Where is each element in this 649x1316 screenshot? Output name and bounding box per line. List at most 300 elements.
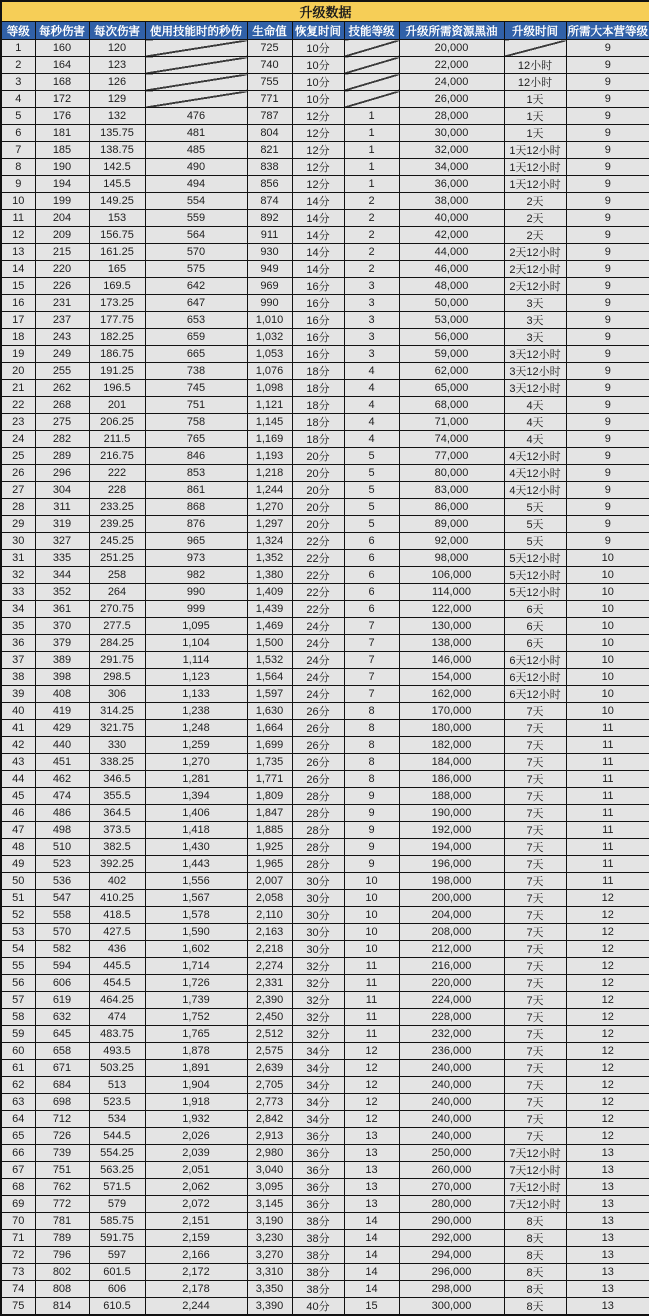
table-cell: 3天	[504, 312, 566, 329]
table-cell: 802	[35, 1264, 89, 1281]
table-cell: 196,000	[399, 856, 504, 873]
column-header: 技能等级	[344, 22, 399, 40]
table-title: 升级数据	[1, 1, 649, 22]
table-cell: 68	[1, 1179, 35, 1196]
table-cell: 232,000	[399, 1026, 504, 1043]
table-row	[1, 142, 649, 159]
table-cell: 36分	[292, 1179, 344, 1196]
table-cell: 781	[35, 1213, 89, 1230]
table-cell: 71	[1, 1230, 35, 1247]
table-row	[1, 482, 649, 499]
table-cell: 24分	[292, 635, 344, 652]
table-cell: 653	[145, 312, 247, 329]
table-cell: 2,913	[247, 1128, 292, 1145]
table-cell: 240,000	[399, 1111, 504, 1128]
table-cell: 34分	[292, 1111, 344, 1128]
table-cell: 11	[566, 839, 649, 856]
table-cell: 161.25	[89, 244, 145, 261]
table-cell: 20分	[292, 482, 344, 499]
table-cell: 3,270	[247, 1247, 292, 1264]
table-cell: 12	[344, 1043, 399, 1060]
table-cell: 1,394	[145, 788, 247, 805]
table-cell: 34	[1, 601, 35, 618]
table-cell: 180,000	[399, 720, 504, 737]
table-cell: 6天12小时	[504, 686, 566, 703]
table-row	[1, 1009, 649, 1026]
table-row	[1, 941, 649, 958]
table-row	[1, 992, 649, 1009]
table-cell: 7天	[504, 754, 566, 771]
table-cell: 7	[344, 635, 399, 652]
table-cell: 1,104	[145, 635, 247, 652]
table-cell: 1,418	[145, 822, 247, 839]
table-cell: 196.5	[89, 380, 145, 397]
table-cell: 12	[344, 1060, 399, 1077]
table-cell: 2,274	[247, 958, 292, 975]
table-cell: 3	[344, 278, 399, 295]
table-cell: 38	[1, 669, 35, 686]
table-cell: 15	[344, 1298, 399, 1316]
table-cell: 8天	[504, 1247, 566, 1264]
table-cell: 591.75	[89, 1230, 145, 1247]
table-cell: 861	[145, 482, 247, 499]
table-cell: 22分	[292, 601, 344, 618]
table-cell: 192,000	[399, 822, 504, 839]
table-cell: 9	[566, 57, 649, 74]
table-cell: 429	[35, 720, 89, 737]
table-cell: 2,450	[247, 1009, 292, 1026]
table-cell: 11	[344, 992, 399, 1009]
table-cell: 28分	[292, 856, 344, 873]
table-cell: 5	[344, 499, 399, 516]
table-cell: 483.75	[89, 1026, 145, 1043]
table-cell: 7天	[504, 1077, 566, 1094]
table-cell: 10	[344, 941, 399, 958]
table-cell: 10	[566, 550, 649, 567]
table-cell: 3	[344, 346, 399, 363]
table-cell: 222	[89, 465, 145, 482]
table-row	[1, 346, 649, 363]
table-cell: 41	[1, 720, 35, 737]
table-cell: 60	[1, 1043, 35, 1060]
table-cell: 260,000	[399, 1162, 504, 1179]
table-cell: 56,000	[399, 329, 504, 346]
table-row	[1, 499, 649, 516]
table-cell: 24分	[292, 686, 344, 703]
table-cell: 32分	[292, 992, 344, 1009]
table-cell: 868	[145, 499, 247, 516]
table-cell: 185	[35, 142, 89, 159]
table-cell: 194,000	[399, 839, 504, 856]
table-cell: 3天12小时	[504, 346, 566, 363]
table-cell: 7	[344, 652, 399, 669]
table-row	[1, 1298, 649, 1316]
table-cell: 969	[247, 278, 292, 295]
table-cell: 1,439	[247, 601, 292, 618]
table-row	[1, 1247, 649, 1264]
table-cell: 165	[89, 261, 145, 278]
table-cell: 296	[35, 465, 89, 482]
table-cell: 190	[35, 159, 89, 176]
table-cell: 6天	[504, 618, 566, 635]
table-cell: 38分	[292, 1213, 344, 1230]
table-cell: 30,000	[399, 125, 504, 142]
table-cell: 36分	[292, 1128, 344, 1145]
table-cell: 2,244	[145, 1298, 247, 1316]
table-cell: 10分	[292, 91, 344, 108]
table-cell: 808	[35, 1281, 89, 1298]
table-cell: 7天	[504, 720, 566, 737]
table-cell: 2,151	[145, 1213, 247, 1230]
table-cell: 16分	[292, 295, 344, 312]
table-cell: 184,000	[399, 754, 504, 771]
table-cell: 18分	[292, 380, 344, 397]
table-cell: 28分	[292, 839, 344, 856]
table-cell: 6	[344, 601, 399, 618]
table-cell: 1,218	[247, 465, 292, 482]
table-cell: 74	[1, 1281, 35, 1298]
table-cell: 7天	[504, 907, 566, 924]
table-cell: 2,110	[247, 907, 292, 924]
table-cell: 30分	[292, 873, 344, 890]
table-cell: 4	[344, 380, 399, 397]
table-cell: 1,735	[247, 754, 292, 771]
table-row	[1, 465, 649, 482]
table-cell: 1,578	[145, 907, 247, 924]
table-cell: 12分	[292, 108, 344, 125]
table-cell: 7天	[504, 958, 566, 975]
table-cell: 9	[566, 380, 649, 397]
na-diagonal-cell	[145, 40, 247, 57]
table-cell: 892	[247, 210, 292, 227]
table-cell: 554.25	[89, 1145, 145, 1162]
table-row	[1, 873, 649, 890]
table-cell: 13	[566, 1298, 649, 1316]
table-cell: 436	[89, 941, 145, 958]
table-cell: 990	[145, 584, 247, 601]
table-cell: 64	[1, 1111, 35, 1128]
table-cell: 10分	[292, 74, 344, 91]
table-cell: 1天12小时	[504, 159, 566, 176]
table-cell: 176	[35, 108, 89, 125]
table-cell: 814	[35, 1298, 89, 1316]
table-cell: 610.5	[89, 1298, 145, 1316]
table-cell: 170,000	[399, 703, 504, 720]
table-cell: 982	[145, 567, 247, 584]
table-cell: 46,000	[399, 261, 504, 278]
table-cell: 40	[1, 703, 35, 720]
table-cell: 1,597	[247, 686, 292, 703]
table-cell: 2,172	[145, 1264, 247, 1281]
table-cell: 451	[35, 754, 89, 771]
table-row	[1, 1213, 649, 1230]
table-cell: 765	[145, 431, 247, 448]
table-cell: 601.5	[89, 1264, 145, 1281]
table-cell: 1,739	[145, 992, 247, 1009]
table-cell: 30分	[292, 924, 344, 941]
table-cell: 62,000	[399, 363, 504, 380]
table-cell: 2天12小时	[504, 278, 566, 295]
table-cell: 7天	[504, 1009, 566, 1026]
table-cell: 20	[1, 363, 35, 380]
table-cell: 1,918	[145, 1094, 247, 1111]
table-cell: 231	[35, 295, 89, 312]
table-cell: 12	[566, 941, 649, 958]
table-cell: 12	[566, 1026, 649, 1043]
table-cell: 1,878	[145, 1043, 247, 1060]
table-cell: 44,000	[399, 244, 504, 261]
table-cell: 268	[35, 397, 89, 414]
table-cell: 16分	[292, 346, 344, 363]
table-cell: 398	[35, 669, 89, 686]
table-cell: 162,000	[399, 686, 504, 703]
table-cell: 740	[247, 57, 292, 74]
table-row	[1, 227, 649, 244]
table-cell: 564	[145, 227, 247, 244]
table-cell: 408	[35, 686, 89, 703]
table-cell: 9	[566, 74, 649, 91]
table-cell: 3	[344, 312, 399, 329]
table-cell: 135.75	[89, 125, 145, 142]
table-cell: 16	[1, 295, 35, 312]
table-cell: 772	[35, 1196, 89, 1213]
table-cell: 290,000	[399, 1213, 504, 1230]
table-cell: 52	[1, 907, 35, 924]
table-cell: 1,169	[247, 431, 292, 448]
table-cell: 6天	[504, 601, 566, 618]
table-cell: 12分	[292, 125, 344, 142]
table-row	[1, 91, 649, 108]
table-cell: 1	[344, 142, 399, 159]
table-cell: 169.5	[89, 278, 145, 295]
table-cell: 493.5	[89, 1043, 145, 1060]
table-cell: 7天	[504, 839, 566, 856]
table-cell: 481	[145, 125, 247, 142]
table-cell: 582	[35, 941, 89, 958]
table-row	[1, 618, 649, 635]
table-cell: 454.5	[89, 975, 145, 992]
table-cell: 575	[145, 261, 247, 278]
table-cell: 2	[1, 57, 35, 74]
table-cell: 89,000	[399, 516, 504, 533]
table-cell: 16分	[292, 312, 344, 329]
table-cell: 1,010	[247, 312, 292, 329]
table-cell: 1,556	[145, 873, 247, 890]
table-cell: 1,847	[247, 805, 292, 822]
table-cell: 67	[1, 1162, 35, 1179]
table-cell: 6	[344, 584, 399, 601]
table-cell: 14	[344, 1247, 399, 1264]
table-cell: 594	[35, 958, 89, 975]
table-cell: 173.25	[89, 295, 145, 312]
table-cell: 21	[1, 380, 35, 397]
table-row	[1, 210, 649, 227]
table-cell: 13	[566, 1179, 649, 1196]
table-cell: 738	[145, 363, 247, 380]
table-row	[1, 159, 649, 176]
table-cell: 2	[344, 261, 399, 278]
table-cell: 2,331	[247, 975, 292, 992]
table-cell: 7	[344, 618, 399, 635]
table-cell: 9	[566, 533, 649, 550]
table-cell: 647	[145, 295, 247, 312]
table-cell: 20,000	[399, 40, 504, 57]
table-cell: 37	[1, 652, 35, 669]
table-cell: 71,000	[399, 414, 504, 431]
table-cell: 18分	[292, 363, 344, 380]
table-cell: 132	[89, 108, 145, 125]
table-cell: 3,095	[247, 1179, 292, 1196]
table-cell: 24分	[292, 652, 344, 669]
table-cell: 6天12小时	[504, 669, 566, 686]
table-cell: 24	[1, 431, 35, 448]
table-cell: 1,053	[247, 346, 292, 363]
table-cell: 12	[1, 227, 35, 244]
table-cell: 186.75	[89, 346, 145, 363]
table-row	[1, 890, 649, 907]
table-cell: 36分	[292, 1162, 344, 1179]
table-cell: 216.75	[89, 448, 145, 465]
table-cell: 2	[344, 227, 399, 244]
table-cell: 712	[35, 1111, 89, 1128]
table-cell: 75	[1, 1298, 35, 1316]
table-cell: 36,000	[399, 176, 504, 193]
table-cell: 1	[1, 40, 35, 57]
table-cell: 264	[89, 584, 145, 601]
table-cell: 13	[566, 1145, 649, 1162]
table-cell: 2,072	[145, 1196, 247, 1213]
table-cell: 9	[566, 363, 649, 380]
table-cell: 245.25	[89, 533, 145, 550]
table-cell: 485	[145, 142, 247, 159]
table-cell: 177.75	[89, 312, 145, 329]
table-row	[1, 431, 649, 448]
table-cell: 270,000	[399, 1179, 504, 1196]
table-row	[1, 516, 649, 533]
table-cell: 14	[1, 261, 35, 278]
table-cell: 30	[1, 533, 35, 550]
table-cell: 659	[145, 329, 247, 346]
table-cell: 65	[1, 1128, 35, 1145]
table-body	[1, 40, 649, 1316]
table-cell: 1,270	[145, 754, 247, 771]
table-cell: 771	[247, 91, 292, 108]
table-cell: 186,000	[399, 771, 504, 788]
table-cell: 389	[35, 652, 89, 669]
table-cell: 6	[344, 550, 399, 567]
table-cell: 2,007	[247, 873, 292, 890]
table-row	[1, 1179, 649, 1196]
table-cell: 92,000	[399, 533, 504, 550]
table-cell: 10	[566, 635, 649, 652]
table-cell: 2,062	[145, 1179, 247, 1196]
table-cell: 220	[35, 261, 89, 278]
table-row	[1, 312, 649, 329]
table-cell: 3,390	[247, 1298, 292, 1316]
column-header: 每次伤害	[89, 22, 145, 40]
table-row	[1, 771, 649, 788]
table-cell: 28分	[292, 822, 344, 839]
table-cell: 523.5	[89, 1094, 145, 1111]
column-header: 升级时间	[504, 22, 566, 40]
table-cell: 642	[145, 278, 247, 295]
table-cell: 114,000	[399, 584, 504, 601]
table-cell: 13	[566, 1281, 649, 1298]
table-cell: 13	[344, 1128, 399, 1145]
table-cell: 14分	[292, 261, 344, 278]
table-row	[1, 550, 649, 567]
table-cell: 1,406	[145, 805, 247, 822]
table-cell: 911	[247, 227, 292, 244]
table-cell: 2,159	[145, 1230, 247, 1247]
table-cell: 2,058	[247, 890, 292, 907]
table-cell: 585.75	[89, 1213, 145, 1230]
na-diagonal-cell	[145, 57, 247, 74]
table-cell: 486	[35, 805, 89, 822]
column-header: 升级所需资源黑油	[399, 22, 504, 40]
table-cell: 182.25	[89, 329, 145, 346]
table-cell: 122,000	[399, 601, 504, 618]
table-cell: 671	[35, 1060, 89, 1077]
table-cell: 13	[566, 1247, 649, 1264]
table-cell: 14	[344, 1213, 399, 1230]
table-cell: 11	[566, 822, 649, 839]
table-cell: 1,809	[247, 788, 292, 805]
table-cell: 7天12小时	[504, 1179, 566, 1196]
table-cell: 7天	[504, 1043, 566, 1060]
table-row	[1, 924, 649, 941]
table-cell: 563.25	[89, 1162, 145, 1179]
table-cell: 1,469	[247, 618, 292, 635]
table-cell: 51	[1, 890, 35, 907]
table-cell: 1	[344, 125, 399, 142]
table-cell: 1,270	[247, 499, 292, 516]
table-cell: 9	[566, 397, 649, 414]
table-cell: 12	[344, 1077, 399, 1094]
table-cell: 12分	[292, 142, 344, 159]
table-cell: 298,000	[399, 1281, 504, 1298]
column-header: 每秒伤害	[35, 22, 89, 40]
table-cell: 804	[247, 125, 292, 142]
table-cell: 65,000	[399, 380, 504, 397]
table-row	[1, 193, 649, 210]
table-row	[1, 1077, 649, 1094]
table-cell: 2天12小时	[504, 244, 566, 261]
table-cell: 698	[35, 1094, 89, 1111]
table-cell: 503.25	[89, 1060, 145, 1077]
table-cell: 201	[89, 397, 145, 414]
table-cell: 335	[35, 550, 89, 567]
table-cell: 7天12小时	[504, 1145, 566, 1162]
table-cell: 160	[35, 40, 89, 57]
table-cell: 46	[1, 805, 35, 822]
table-cell: 7天	[504, 975, 566, 992]
table-cell: 476	[145, 108, 247, 125]
table-cell: 370	[35, 618, 89, 635]
table-cell: 126	[89, 74, 145, 91]
table-cell: 306	[89, 686, 145, 703]
table-cell: 1,532	[247, 652, 292, 669]
table-row	[1, 822, 649, 839]
table-cell: 7天	[504, 822, 566, 839]
table-cell: 228,000	[399, 1009, 504, 1026]
table-row	[1, 329, 649, 346]
table-cell: 12	[566, 1077, 649, 1094]
table-row	[1, 856, 649, 873]
table-cell: 12	[566, 1060, 649, 1077]
table-cell: 973	[145, 550, 247, 567]
table-cell: 3,040	[247, 1162, 292, 1179]
